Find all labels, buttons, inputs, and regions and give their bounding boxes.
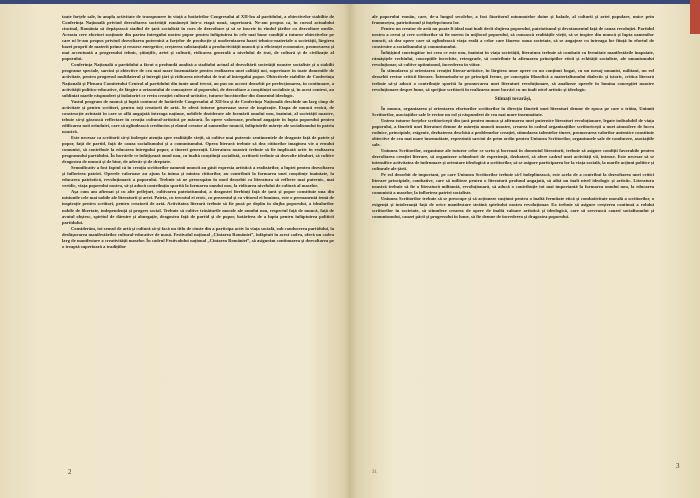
paragraph: Așa cum am afirmat și cu alte prilejuri, cultivarea patriotismului, a dragostei fierbinți față de țară și popor constituie una din misiunile cele mai nobile ale literaturii și artei. Patria, cu trecutul ei eroic, cu prezentul și cu viitorul ei luminos, este o permanentă temă de inspirație pentru scriitori, pentru creatorii de artă. Activitatea literară trebuie să fie pusă pe deplin în slujba poporului, a idealurilor nobile de libertate, independență și progres social. Trebuie să cultive trăsăturile morale ale omului nou, respectul față de muncă, față de avutul obștesc, spiritul de dăruire și abnegație, dragostea față de partid și de popor, hotărîrea de a lupta pentru înfăptuirea politicii partidului. [62, 189, 334, 225]
book-cover-edge [0, 0, 700, 4]
right-page-number: 3 [676, 462, 680, 470]
paragraph: Conferința Națională a partidului a făcut o profundă analiză a stadiului actual al dezvoltării societății noastre socialiste și a stabilit programe speciale, sarcini și obiective de cea mai mare însemnătate pentru realizarea unei calități noi, superioare în toate domeniile de activitate, pentru progresul multilateral și întregii țări și ridicarea nivelului de trai al întregului popor. Obiectivele stabilite de Conferința Națională și Plenara Comitetului Central al partidului din iunie anul trecut, au pus un accent deosebit pe perfecționarea, în continuare, a activității politico-educative, de lărgire a orizontului de cunoaștere al poporului, de dezvoltare a conștiinței socialiste și, în acest context, au subliniat marile răspunderi și îndatoriri ce revin creației cultural-artistice, tuturor lucrătorilor din domeniul ideologic. [62, 62, 334, 98]
right-page [372, 14, 654, 484]
section-heading: Stimați tovarăși, [494, 95, 532, 102]
paragraph: Pe rol deosebit de important, pe care Uniunea Scriitorilor trebuie să-l îndeplinească, este acela de a contribui la dezvoltarea unei critici literare principiale, combative, care să militeze pentru o literatură profund angajată, să aibă un înalt nivel ideologic și artistic. Literatura noastră trebuie să fie o literatură militantă, revoluționară, să aducă o contribuție tot mai importantă la formarea omului nou, la educarea comunistă a maselor, la înflorirea patriei socialiste. [372, 172, 654, 196]
paragraph: Este necesar ca scriitorii să-și îndrepte atenția spre realitățile vieții, să cultive mai puternic sentimentele de dragoste față de patrie și popor, față de partid, față de cauza socialismului și a comunismului. Opera literară trebuie să dea cititorilor imaginea vie a eroului comunist, să contribuie la educarea întregului popor, a tinerei generații. Literatura noastră trebuie să fie implicată activ în realizarea programului partidului. În lucrările ce înfățișează omul nou, cu înaltă conștiință socialistă, scriitorii trebuie să dezvolte idealuri, să cultive dragostea de muncă și de bine, de adevăr și de dreptate. [62, 134, 334, 165]
paragraph: Uniunea Scriitorilor, organisme ale tuturor celor ce scriu și lucrează în domeniul literaturii, trebuie să asigure condiții favorabile pentru dezvoltarea creației literare, să organizeze schimburi de experiență, dezbateri, să ofere cadrul unei activități vii, intense. Este necesar să se intensifice activitatea de îndrumare și orientare ideologică a scriitorilor, să se asigure participarea lor la viața socială, la marile acțiuni politice și culturale ale țării. [372, 147, 654, 172]
left-page-number: 2 [68, 468, 72, 476]
footer-mark: 31 [372, 470, 377, 475]
paragraph: Semnificativ a fost faptul că în creația scriitorilor oamenii muncii au găsit expresia artistică a realizărilor, a luptei pentru dezvoltarea și înflorirea patriei. Operele valoroase au ajuns la inima și mintea cititorilor, au contribuit la formarea unei conștiințe înaintate, la educarea patriotică, revoluționară a poporului. Trebuie să ne preocupăm în mod deosebit ca literatura să reflecte mai puternic, mai veridic, viața poporului nostru, să-și aducă contribuția sporită la formarea omului nou, la ridicarea nivelului de cultură al maselor. [62, 165, 334, 189]
paragraph: ale poporului român, care, de-a lungul secolelor, a fost făuritorul minunatelor doine și balade, al culturii și artei populare, unice prin frumusețea, patriotismul și înțelepciunea lor. [372, 14, 654, 26]
paragraph: Unirea tuturor forțelor scriitoricești din țară pentru munca și afirmarea unei puternice literaturi revoluționare, legate indisolubil de viața poporului, a făuririi unei literaturi demne de măreția muncii noastre, crearea în cadrul organizațiilor scriitoricești a unei atmosfere de lucru rodnice, principiale, exigente, dezbaterea deschisă a problemelor creației, stimularea talentelor tinere, promovarea valorilor autentice constituie obiective de cea mai mare însemnătate, reprezintă sarcini de prim ordin pentru Uniunea Scriitorilor, organismele sale de conducere, asociațiile sale. [372, 117, 654, 147]
bookmark-ribbon [690, 0, 700, 34]
paragraph: Înfățișînd convingător tot ceea ce este nou, înaintat în viața societății, literatura trebuie să combată cu fermitate manifestările înapoiate, rămășițele vechiului, concepțiile învechite, retrograde, să contribuie la afirmarea principiilor eticii și echității socialiste, ale umanismului revoluționar, să cultive optimismul, încrederea în viitor. [372, 50, 654, 68]
paragraph: toate forțele sale, în ampla activitate de transpunere în viață a hotărîrilor Congresului al XII-lea al partidului, a obiectivelor stabilite de Conferința Națională privind dezvoltarea societății românești într-o etapă nouă, superioară. Ne-am propus ca, în cursul actualului cincinal, România să depășească stadiul de țară socialistă în curs de dezvoltare și să se înscrie în rîndul țărilor cu dezvoltare medie. Aceasta cere eforturi susținute din partea întregului nostru popor pentru înfăptuirea în cele mai bune condiții a tuturor obiectivelor pe care ni le-am propus privind dezvoltarea puternică a forțelor de producție și modernizarea bazei tehnico-materiale a societății, lărgirea bazei proprii de materii prime și resurse energetice, creșterea substanțială a productivității muncii și a eficienței economice, promovarea și mai accentuată a progresului tehnic, științific, artei și culturii, ridicarea generală a nivelului de trai, de cultură și de civilizație al poporului. [62, 14, 334, 62]
paragraph: Considerăm, tot sensul de artă și cultură să-și facă un titlu de cinste din a participa activ la viața socială, sub conducerea partidului, la desfășurarea manifestărilor cultural-educative de masă. Festivalul național „Cîntarea României”, înfăptuit în acest cadru, oferă un cadru larg de manifestare a creativității maselor. În cadrul Festivalului național „Cîntarea României”, să asigurăm continuarea și dezvoltarea pe o treaptă superioară a tradițiilor [62, 225, 334, 249]
paragraph: Pentru un creator de artă nu poate fi ideal mai înalt decît slujirea poporului, patriotismul și devotamentul față de cauza revoluției. Partidul nostru a cerut și cere scriitorilor să fie mereu în mijlocul poporului, să cunoască realitățile vieții, să se inspire din muncă și lupta oamenilor muncii, să dea opere care să oglindească viața reală a celor care făuresc noua societate, să se angajeze cu întreaga lor ființă în efortul de construire a socialismului și comunismului. [372, 26, 654, 50]
paragraph: În stimularea și orientarea creației literar-artistice, în lărgirea unor opere cu un conținut bogat, cu un mesaj umanist, militant, un rol deosebit revine criticii literare. Întemeindu-se pe principii ferme, pe concepția filozofică a materialismului dialectic și istoric, critica literară trebuie să-și aducă o contribuție sporită la promovarea unei literaturi revoluționare, să analizeze operele în lumina concepției noastre revoluționare despre lume, să sprijine scriitorii în realizarea unor lucrări cu un înalt nivel artistic și ideologic. [372, 68, 654, 92]
paragraph: Vastul program de muncă și luptă conturat de hotărîrile Congresului al XII-lea și de Conferința Națională deschide un larg cîmp de activitate și pentru scriitori, pentru toți creatorii de artă. Se oferă tuturor generoase surse de inspirație. Etapa de muncă eroică, de construcție avîntată în care se află angajată întreaga națiune, nobilele deziderate ale formării omului nou, înaintat, al societății noastre, tebuie să-și găsească reflectare în creația cultural-artistică pe măsură. În opere valoroase, profund angajate în lupta poporului pentru edificarea noii orînduiri, care să oglindească credincios și elanul creator al oamenilor muncii, înfăptuirile mărețe ale socialismului în patria noastră. [62, 98, 334, 134]
paragraph: Uniunea Scriitorilor trebuie să se preocupe și să acționeze susținut pentru o înaltă fermitate etică și combativitate morală a scriitorilor, o exigență și intoleranță față de orice manifestare străină spiritului nostru revoluționar. Ea trebuie să asigure creșterea continuă a rolului scriitorilor în societate, să stimuleze crearea de opere de înaltă valoare artistică și ideologică, care să servească cauzei socialismului și comunismului, cauzei păcii și progresului în lume, să fie demne de încrederea și dragostea poporului. [372, 196, 654, 220]
left-page [62, 14, 334, 484]
paragraph: În munca, organizarea și orientarea eforturilor scriitorilor în direcția făuririi unei literaturi demne de epoca pe care o trăim, Uniunii Scriitorilor, asociațiilor sale le revine un rol și răspunderi de cea mai mare însemnătate. [372, 105, 654, 117]
